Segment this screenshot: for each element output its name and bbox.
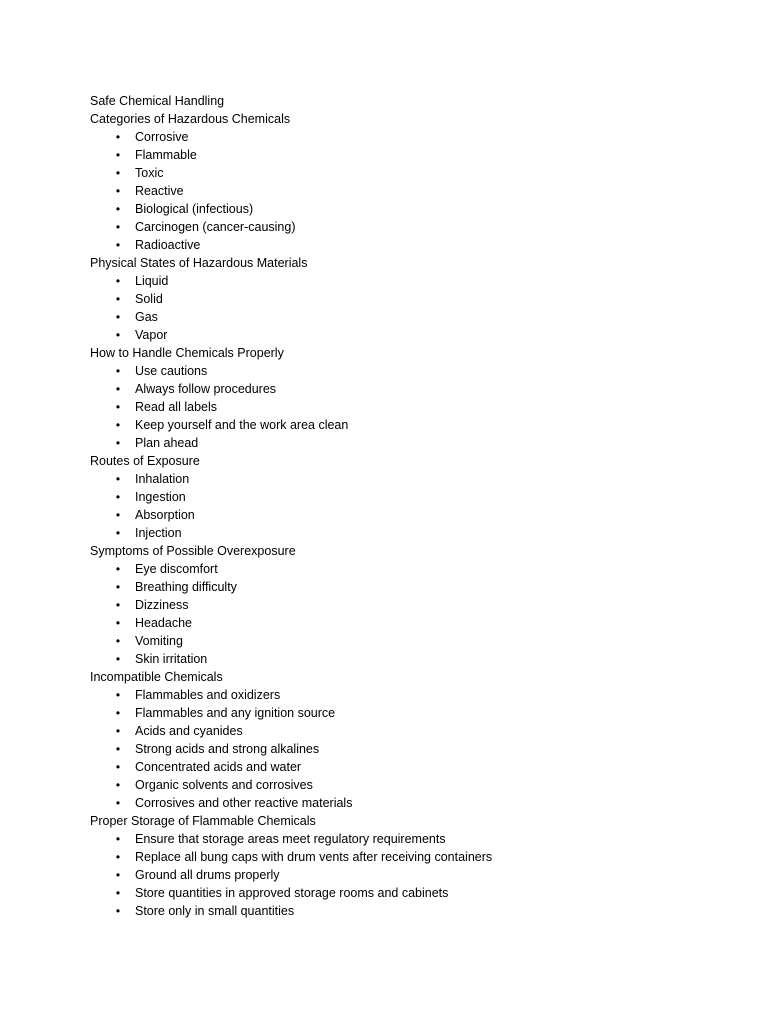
list-item (90, 236, 730, 254)
list-item (90, 884, 730, 902)
sections-container (90, 110, 730, 920)
list-item-text: Vomiting (135, 634, 183, 648)
list-item-text: Flammables and oxidizers (135, 688, 281, 702)
list-item (90, 866, 730, 884)
document-title: Safe Chemical Handling (90, 94, 225, 108)
bullet-icon: • (115, 688, 121, 702)
list-item (90, 704, 730, 722)
bullet-icon: • (115, 652, 121, 666)
bullet-icon: • (115, 184, 121, 198)
bullet-icon: • (115, 526, 121, 540)
list-item-text: Read all labels (135, 400, 217, 414)
bullet-icon: • (115, 364, 121, 378)
list-item-text: Dizziness (135, 598, 189, 612)
list-item (90, 434, 730, 452)
list-item-text: Toxic (135, 166, 164, 180)
list-item (90, 488, 730, 506)
bullet-icon: • (115, 490, 121, 504)
list-item-text: Reactive (135, 184, 184, 198)
list-item (90, 272, 730, 290)
list-item-text: Acids and cyanides (135, 724, 243, 738)
bullet-icon: • (115, 472, 121, 486)
list-item-text: Corrosives and other reactive materials (135, 796, 353, 810)
bullet-icon: • (115, 130, 121, 144)
bullet-list (90, 686, 730, 812)
bullet-list (90, 272, 730, 344)
list-item-text: Organic solvents and corrosives (135, 778, 313, 792)
bullet-icon: • (115, 868, 121, 882)
list-item (90, 794, 730, 812)
bullet-icon: • (115, 202, 121, 216)
bullet-icon: • (115, 328, 121, 342)
list-item-text: Store quantities in approved storage rooms and cabinets (135, 886, 449, 900)
list-item-text: Injection (135, 526, 182, 540)
list-item-text: Biological (infectious) (135, 202, 254, 216)
bullet-icon: • (115, 760, 121, 774)
bullet-icon: • (115, 832, 121, 846)
list-item-text: Keep yourself and the work area clean (135, 418, 349, 432)
list-item (90, 506, 730, 524)
bullet-icon: • (115, 310, 121, 324)
bullet-icon: • (115, 886, 121, 900)
list-item (90, 902, 730, 920)
list-item-text: Breathing difficulty (135, 580, 237, 594)
bullet-icon: • (115, 706, 121, 720)
list-item (90, 218, 730, 236)
list-item (90, 578, 730, 596)
list-item (90, 128, 730, 146)
list-item-text: Ground all drums properly (135, 868, 280, 882)
bullet-icon: • (115, 418, 121, 432)
list-item (90, 632, 730, 650)
list-item-text: Absorption (135, 508, 195, 522)
bullet-icon: • (115, 724, 121, 738)
list-item (90, 326, 730, 344)
list-item-text: Liquid (135, 274, 169, 288)
section-heading: Symptoms of Possible Overexposure (90, 544, 296, 558)
list-item-text: Plan ahead (135, 436, 199, 450)
list-item-text: Headache (135, 616, 192, 630)
bullet-icon: • (115, 598, 121, 612)
bullet-list (90, 560, 730, 668)
list-item (90, 740, 730, 758)
list-item (90, 200, 730, 218)
bullet-list (90, 830, 730, 920)
bullet-icon: • (115, 850, 121, 864)
list-item-text: Always follow procedures (135, 382, 277, 396)
list-item (90, 164, 730, 182)
list-item (90, 650, 730, 668)
list-item-text: Vapor (135, 328, 168, 342)
list-item-text: Ensure that storage areas meet regulatory requirements (135, 832, 446, 846)
list-item (90, 308, 730, 326)
document-body (90, 92, 730, 920)
bullet-icon: • (115, 742, 121, 756)
list-item (90, 182, 730, 200)
bullet-icon: • (115, 796, 121, 810)
list-item (90, 146, 730, 164)
list-item (90, 830, 730, 848)
list-item-text: Use cautions (135, 364, 208, 378)
bullet-icon: • (115, 778, 121, 792)
list-item (90, 776, 730, 794)
bullet-icon: • (115, 148, 121, 162)
bullet-icon: • (115, 166, 121, 180)
list-item (90, 722, 730, 740)
section-heading: Proper Storage of Flammable Chemicals (90, 814, 316, 828)
list-item (90, 470, 730, 488)
bullet-icon: • (115, 292, 121, 306)
list-item-text: Inhalation (135, 472, 190, 486)
list-item-text: Strong acids and strong alkalines (135, 742, 320, 756)
bullet-icon: • (115, 616, 121, 630)
list-item (90, 524, 730, 542)
list-item (90, 416, 730, 434)
list-item (90, 362, 730, 380)
list-item-text: Replace all bung caps with drum vents after receiving containers (135, 850, 493, 864)
section-heading: How to Handle Chemicals Properly (90, 346, 284, 360)
bullet-list (90, 470, 730, 542)
list-item (90, 596, 730, 614)
list-item-text: Eye discomfort (135, 562, 218, 576)
list-item (90, 380, 730, 398)
list-item (90, 686, 730, 704)
bullet-icon: • (115, 220, 121, 234)
list-item-text: Gas (135, 310, 158, 324)
bullet-icon: • (115, 508, 121, 522)
list-item-text: Radioactive (135, 238, 201, 252)
bullet-icon: • (115, 904, 121, 918)
bullet-icon: • (115, 238, 121, 252)
section-heading: Incompatible Chemicals (90, 670, 223, 684)
section-heading: Categories of Hazardous Chemicals (90, 112, 291, 126)
bullet-list (90, 128, 730, 254)
bullet-icon: • (115, 580, 121, 594)
list-item-text: Corrosive (135, 130, 189, 144)
bullet-icon: • (115, 382, 121, 396)
list-item-text: Concentrated acids and water (135, 760, 302, 774)
list-item-text: Carcinogen (cancer-causing) (135, 220, 296, 234)
list-item (90, 290, 730, 308)
list-item-text: Flammable (135, 148, 197, 162)
bullet-icon: • (115, 562, 121, 576)
list-item-text: Ingestion (135, 490, 186, 504)
bullet-list (90, 362, 730, 452)
list-item-text: Skin irritation (135, 652, 208, 666)
list-item-text: Store only in small quantities (135, 904, 295, 918)
section-heading: Physical States of Hazardous Materials (90, 256, 308, 270)
bullet-icon: • (115, 274, 121, 288)
list-item (90, 560, 730, 578)
list-item (90, 614, 730, 632)
bullet-icon: • (115, 634, 121, 648)
list-item (90, 398, 730, 416)
list-item-text: Solid (135, 292, 163, 306)
list-item (90, 848, 730, 866)
bullet-icon: • (115, 400, 121, 414)
bullet-icon: • (115, 436, 121, 450)
list-item (90, 758, 730, 776)
section-heading: Routes of Exposure (90, 454, 200, 468)
list-item-text: Flammables and any ignition source (135, 706, 336, 720)
